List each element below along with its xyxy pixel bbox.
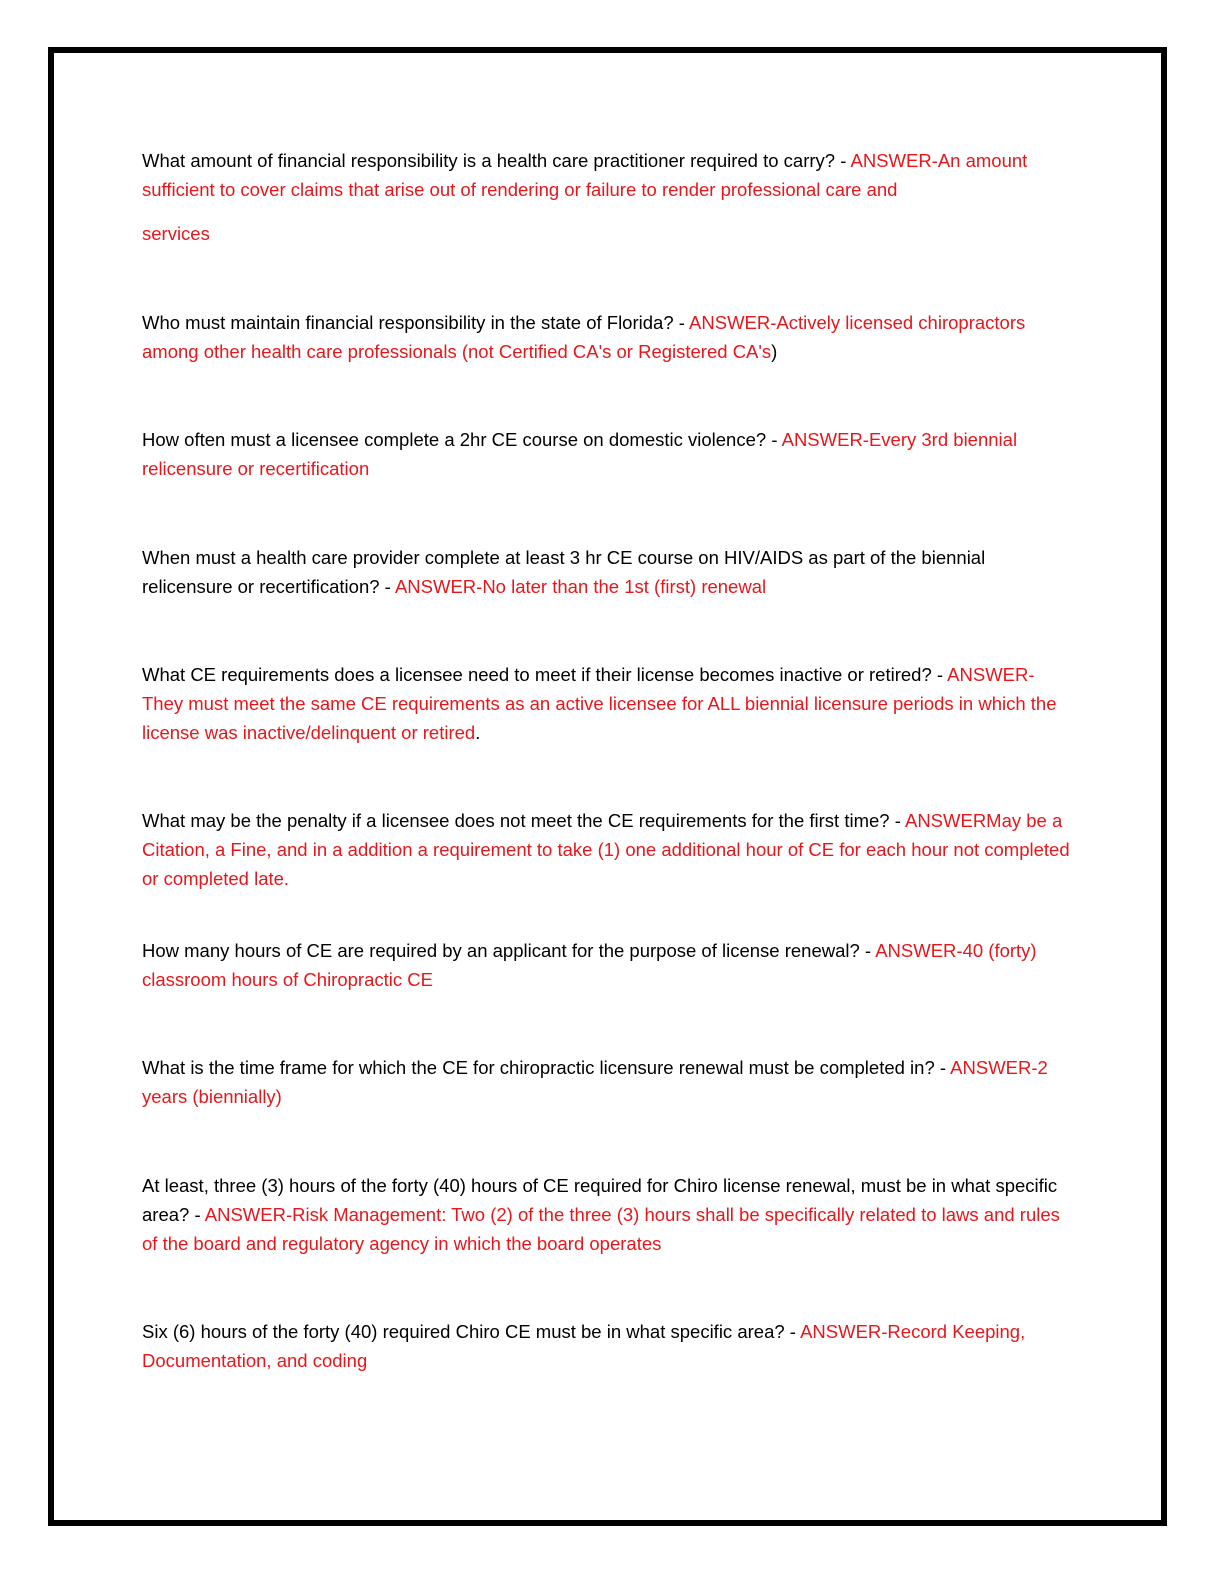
- question-text: Six (6) hours of the forty (40) required Chiro CE must be in what specific area? -: [142, 1321, 801, 1342]
- answer-text: ANSWER-Every 3rd biennial relicensure or recertification: [142, 429, 1018, 479]
- answer-text: ANSWER-They must meet the same CE requirements as an active licensee for ALL biennial licensure periods in which the license was inactive/delinquent or retired: [142, 664, 1057, 743]
- qa-item-6: [142, 806, 1072, 893]
- qa-item-2: [142, 308, 1072, 366]
- answer-text: ANSWER-Actively licensed chiropractors among other health care professionals (not Certified CA's or Registered CA's: [142, 312, 1026, 362]
- answer-text: ANSWERMay be a Citation, a Fine, and in a addition a requirement to take (1) one additional hour of CE for each hour not completed or completed late.: [142, 810, 1070, 889]
- trailing-punctuation: ): [771, 341, 778, 362]
- qa-item-10: [142, 1317, 1072, 1375]
- page-border-frame: [48, 47, 1167, 1526]
- qa-item-8: [142, 1053, 1072, 1111]
- question-text: When must a health care provider complete at least 3 hr CE course on HIV/AIDS as part of the biennial relicensure or recertification? -: [142, 547, 986, 597]
- answer-text: ANSWER-An amount sufficient to cover claims that arise out of rendering or failure to render professional care and: [142, 150, 1028, 200]
- qa-item-3: [142, 425, 1072, 483]
- answer-text: ANSWER-40 (forty) classroom hours of Chiropractic CE: [142, 940, 1037, 990]
- question-text: Who must maintain financial responsibility in the state of Florida? -: [142, 312, 690, 333]
- qa-item-1: [142, 146, 1072, 248]
- qa-item-4: [142, 543, 1072, 601]
- answer-text: ANSWER-2 years (biennially): [142, 1057, 1048, 1107]
- answer-text: ANSWER-Record Keeping, Documentation, and coding: [142, 1321, 1026, 1371]
- qa-item-7: [142, 936, 1072, 994]
- answer-text: ANSWER-No later than the 1st (first) renewal: [394, 576, 767, 597]
- question-text: What CE requirements does a licensee need to meet if their license becomes inactive or retired? -: [142, 664, 948, 685]
- qa-item-9: [142, 1171, 1072, 1258]
- question-text: What is the time frame for which the CE for chiropractic licensure renewal must be completed in? -: [142, 1057, 951, 1078]
- question-text: What may be the penalty if a licensee does not meet the CE requirements for the first time? -: [142, 810, 905, 831]
- question-text: At least, three (3) hours of the forty (40) hours of CE required for Chiro license renewal, must be in what specific area? -: [142, 1175, 1058, 1225]
- qa-item-5: [142, 660, 1072, 747]
- answer-text-continued: services: [142, 223, 210, 244]
- question-text: How often must a licensee complete a 2hr CE course on domestic violence? -: [142, 429, 782, 450]
- question-text: What amount of financial responsibility is a health care practitioner required to carry? -: [142, 150, 851, 171]
- answer-text: ANSWER-Risk Management: Two (2) of the three (3) hours shall be specifically related to laws and rules of the board and regulatory agency in which the board operates: [142, 1204, 1060, 1254]
- trailing-punctuation: .: [475, 722, 481, 743]
- question-text: How many hours of CE are required by an applicant for the purpose of license renewal? -: [142, 940, 876, 961]
